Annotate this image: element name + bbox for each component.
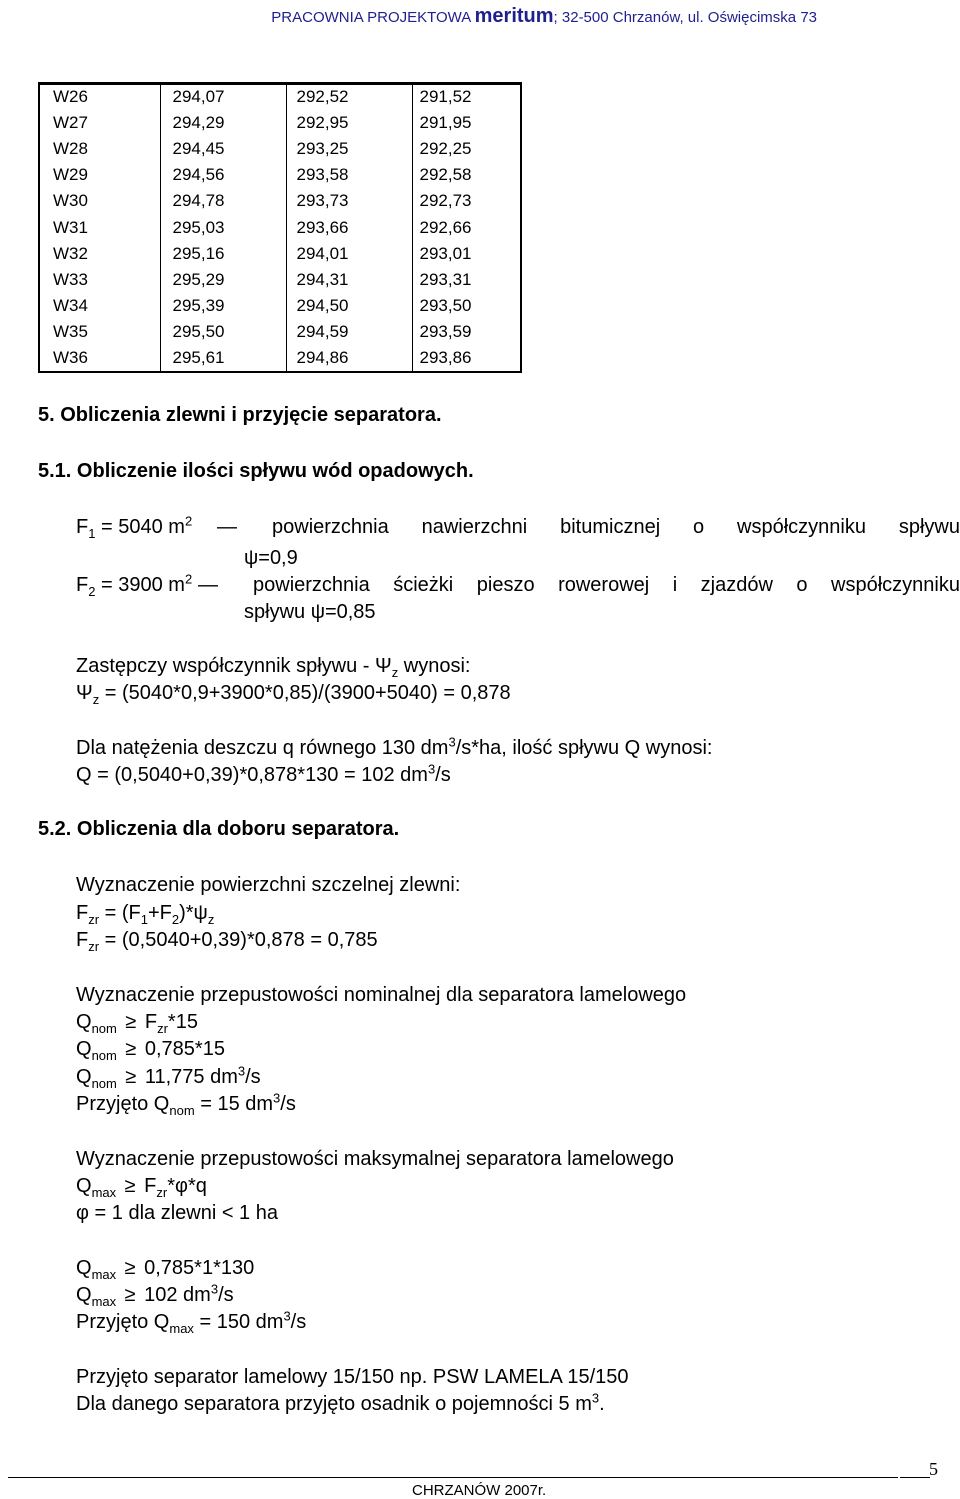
section-5-heading: 5. Obliczenia zlewni i przyjęcie separatora. bbox=[38, 404, 442, 426]
table-cell: W30 bbox=[53, 191, 88, 211]
table-row bbox=[39, 214, 521, 240]
table-cell: W31 bbox=[53, 217, 88, 237]
table-cell: 293,59 bbox=[412, 319, 521, 345]
fzr-value: $F_{zr} = (0,5040+0,39)*0,878 = 0,785$ bbox=[76, 929, 378, 954]
page-header bbox=[271, 5, 817, 28]
table-cell: 294,86 bbox=[286, 345, 412, 371]
separator-choice: Przyjęto separator lamelowy 15/150 np. PSW LAMELA 15/150 bbox=[76, 1366, 629, 1388]
qnom-result: $Q_{nom} \ge 11,775$ $dm^3/s$ bbox=[76, 1063, 261, 1091]
page-number: 5 bbox=[929, 1459, 938, 1479]
table-cell: 291,52 bbox=[412, 84, 521, 110]
footer-city-date: CHRZANÓW 2007r. bbox=[412, 1482, 547, 1499]
table-cell: 292,25 bbox=[412, 136, 521, 162]
table-row bbox=[39, 188, 521, 214]
footer-rule bbox=[8, 1477, 898, 1478]
table-cell: 295,61 bbox=[160, 345, 286, 371]
table-row bbox=[39, 293, 521, 319]
f1-symbol: $F_1 = 5040$ $m^2$ bbox=[76, 513, 193, 541]
footer-rule-page bbox=[900, 1477, 930, 1478]
table-cell: 293,66 bbox=[286, 214, 412, 240]
nominal-title: Wyznaczenie przepustowości nominalnej dla separatora lamelowego bbox=[76, 984, 687, 1006]
table-cell: 292,73 bbox=[412, 188, 521, 214]
qmax-formula: $Q_{max} \ge F_{zr}*\varphi*q$ bbox=[76, 1175, 207, 1200]
table-cell: W28 bbox=[53, 138, 88, 158]
table-cell: 295,50 bbox=[160, 319, 286, 345]
levels-table-body bbox=[39, 84, 521, 372]
qmax-substitution: $Q_{max} \ge 0,785*1*130$ bbox=[76, 1257, 255, 1282]
section-5-2-heading: 5.2. Obliczenia dla doboru separatora. bbox=[38, 818, 400, 840]
table-cell: 292,95 bbox=[286, 110, 412, 136]
psi-intro: Zastępczy współczynnik spływu - $\Psi_z$ wynosi: bbox=[76, 655, 471, 680]
table-cell: 294,59 bbox=[286, 319, 412, 345]
header-prefix: PRACOWNIA PROJEKTOWA bbox=[271, 9, 475, 26]
psi-calculation: $\Psi_z = (5040*0,9+3900*0,85)/(3900+5040) = 0,878$ bbox=[76, 682, 511, 707]
table-cell: 295,03 bbox=[160, 214, 286, 240]
table-cell: 291,95 bbox=[412, 110, 521, 136]
table-cell: 293,50 bbox=[412, 293, 521, 319]
table-cell: W36 bbox=[53, 347, 88, 367]
table-cell: 294,78 bbox=[160, 188, 286, 214]
settler-choice: Dla danego separatora przyjęto osadnik o pojemności 5 $m^3$. bbox=[76, 1390, 605, 1415]
f1-coefficient: ψ=0,9 bbox=[244, 547, 298, 569]
section-5-1-heading: 5.1. Obliczenie ilości spływu wód opadowych. bbox=[38, 460, 474, 482]
table-cell: W32 bbox=[53, 243, 88, 263]
table-cell: W33 bbox=[53, 269, 88, 289]
table-cell: 293,31 bbox=[412, 267, 521, 293]
table-cell: W29 bbox=[53, 165, 88, 185]
table-row bbox=[39, 345, 521, 371]
maximum-title: Wyznaczenie przepustowości maksymalnej separatora lamelowego bbox=[76, 1148, 674, 1170]
table-cell: 294,01 bbox=[286, 241, 412, 267]
table-cell: 292,52 bbox=[286, 84, 412, 110]
table-cell: 294,29 bbox=[160, 110, 286, 136]
f2-symbol: $F_2 = 3900$ $m^2$ bbox=[76, 571, 193, 599]
table-cell: 295,29 bbox=[160, 267, 286, 293]
f1-description: powierzchnia nawierzchni bitumicznej o współczynniku spływu bbox=[272, 516, 960, 538]
table-cell: W34 bbox=[53, 296, 88, 316]
table-row bbox=[39, 241, 521, 267]
f2-description: powierzchnia ścieżki pieszo rowerowej i zjazdów o współczynniku bbox=[253, 574, 960, 596]
header-brand: meritum bbox=[474, 5, 554, 27]
header-address: ; 32-500 Chrzanów, ul. Oświęcimska 73 bbox=[553, 9, 817, 26]
table-cell: 295,39 bbox=[160, 293, 286, 319]
table-cell: 294,31 bbox=[286, 267, 412, 293]
f2-dash: — bbox=[198, 574, 218, 596]
phi-condition: φ = 1 dla zlewni < 1 ha bbox=[76, 1202, 278, 1224]
table-row bbox=[39, 319, 521, 345]
table-cell: 292,66 bbox=[412, 214, 521, 240]
table-row bbox=[39, 110, 521, 136]
table-cell: 295,16 bbox=[160, 241, 286, 267]
fzr-formula: $F_{zr} = (F_1+F_2)*\psi_z$ bbox=[76, 902, 215, 927]
table-cell: 293,58 bbox=[286, 162, 412, 188]
f1-dash: — bbox=[217, 516, 237, 538]
qnom-substitution: $Q_{nom} \ge 0,785*15$ bbox=[76, 1038, 225, 1063]
table-cell: 294,50 bbox=[286, 293, 412, 319]
table-cell: W26 bbox=[53, 87, 88, 107]
qnom-accepted: Przyjęto $Q_{nom} = 15$ $dm^3/s$ bbox=[76, 1090, 296, 1118]
rain-intensity-text: Dla natężenia deszczu q równego 130 $dm^3/s*ha$, ilość spływu Q wynosi: bbox=[76, 734, 713, 759]
qmax-accepted: Przyjęto $Q_{max} = 150$ $dm^3/s$ bbox=[76, 1308, 307, 1336]
levels-table bbox=[38, 82, 522, 373]
table-cell: 294,07 bbox=[160, 84, 286, 110]
qnom-formula: $Q_{nom} \ge F_{zr}*15$ bbox=[76, 1011, 198, 1036]
table-row bbox=[39, 267, 521, 293]
table-row bbox=[39, 162, 521, 188]
table-cell: 292,58 bbox=[412, 162, 521, 188]
table-cell: W35 bbox=[53, 322, 88, 342]
table-cell: 293,86 bbox=[412, 345, 521, 371]
runoff-q-calculation: Q = (0,5040+0,39)*0,878*130 = 102 $dm^3/s$ bbox=[76, 761, 451, 786]
table-cell: 293,73 bbox=[286, 188, 412, 214]
table-cell: 294,45 bbox=[160, 136, 286, 162]
area-title: Wyznaczenie powierzchni szczelnej zlewni: bbox=[76, 874, 461, 896]
table-cell: 294,56 bbox=[160, 162, 286, 188]
table-cell: 293,01 bbox=[412, 241, 521, 267]
table-row bbox=[39, 84, 521, 110]
table-row bbox=[39, 136, 521, 162]
qmax-result: $Q_{max} \ge 102$ $dm^3/s$ bbox=[76, 1281, 234, 1309]
f2-coefficient: spływu ψ=0,85 bbox=[244, 601, 376, 623]
table-cell: 293,25 bbox=[286, 136, 412, 162]
table-cell: W27 bbox=[53, 112, 88, 132]
